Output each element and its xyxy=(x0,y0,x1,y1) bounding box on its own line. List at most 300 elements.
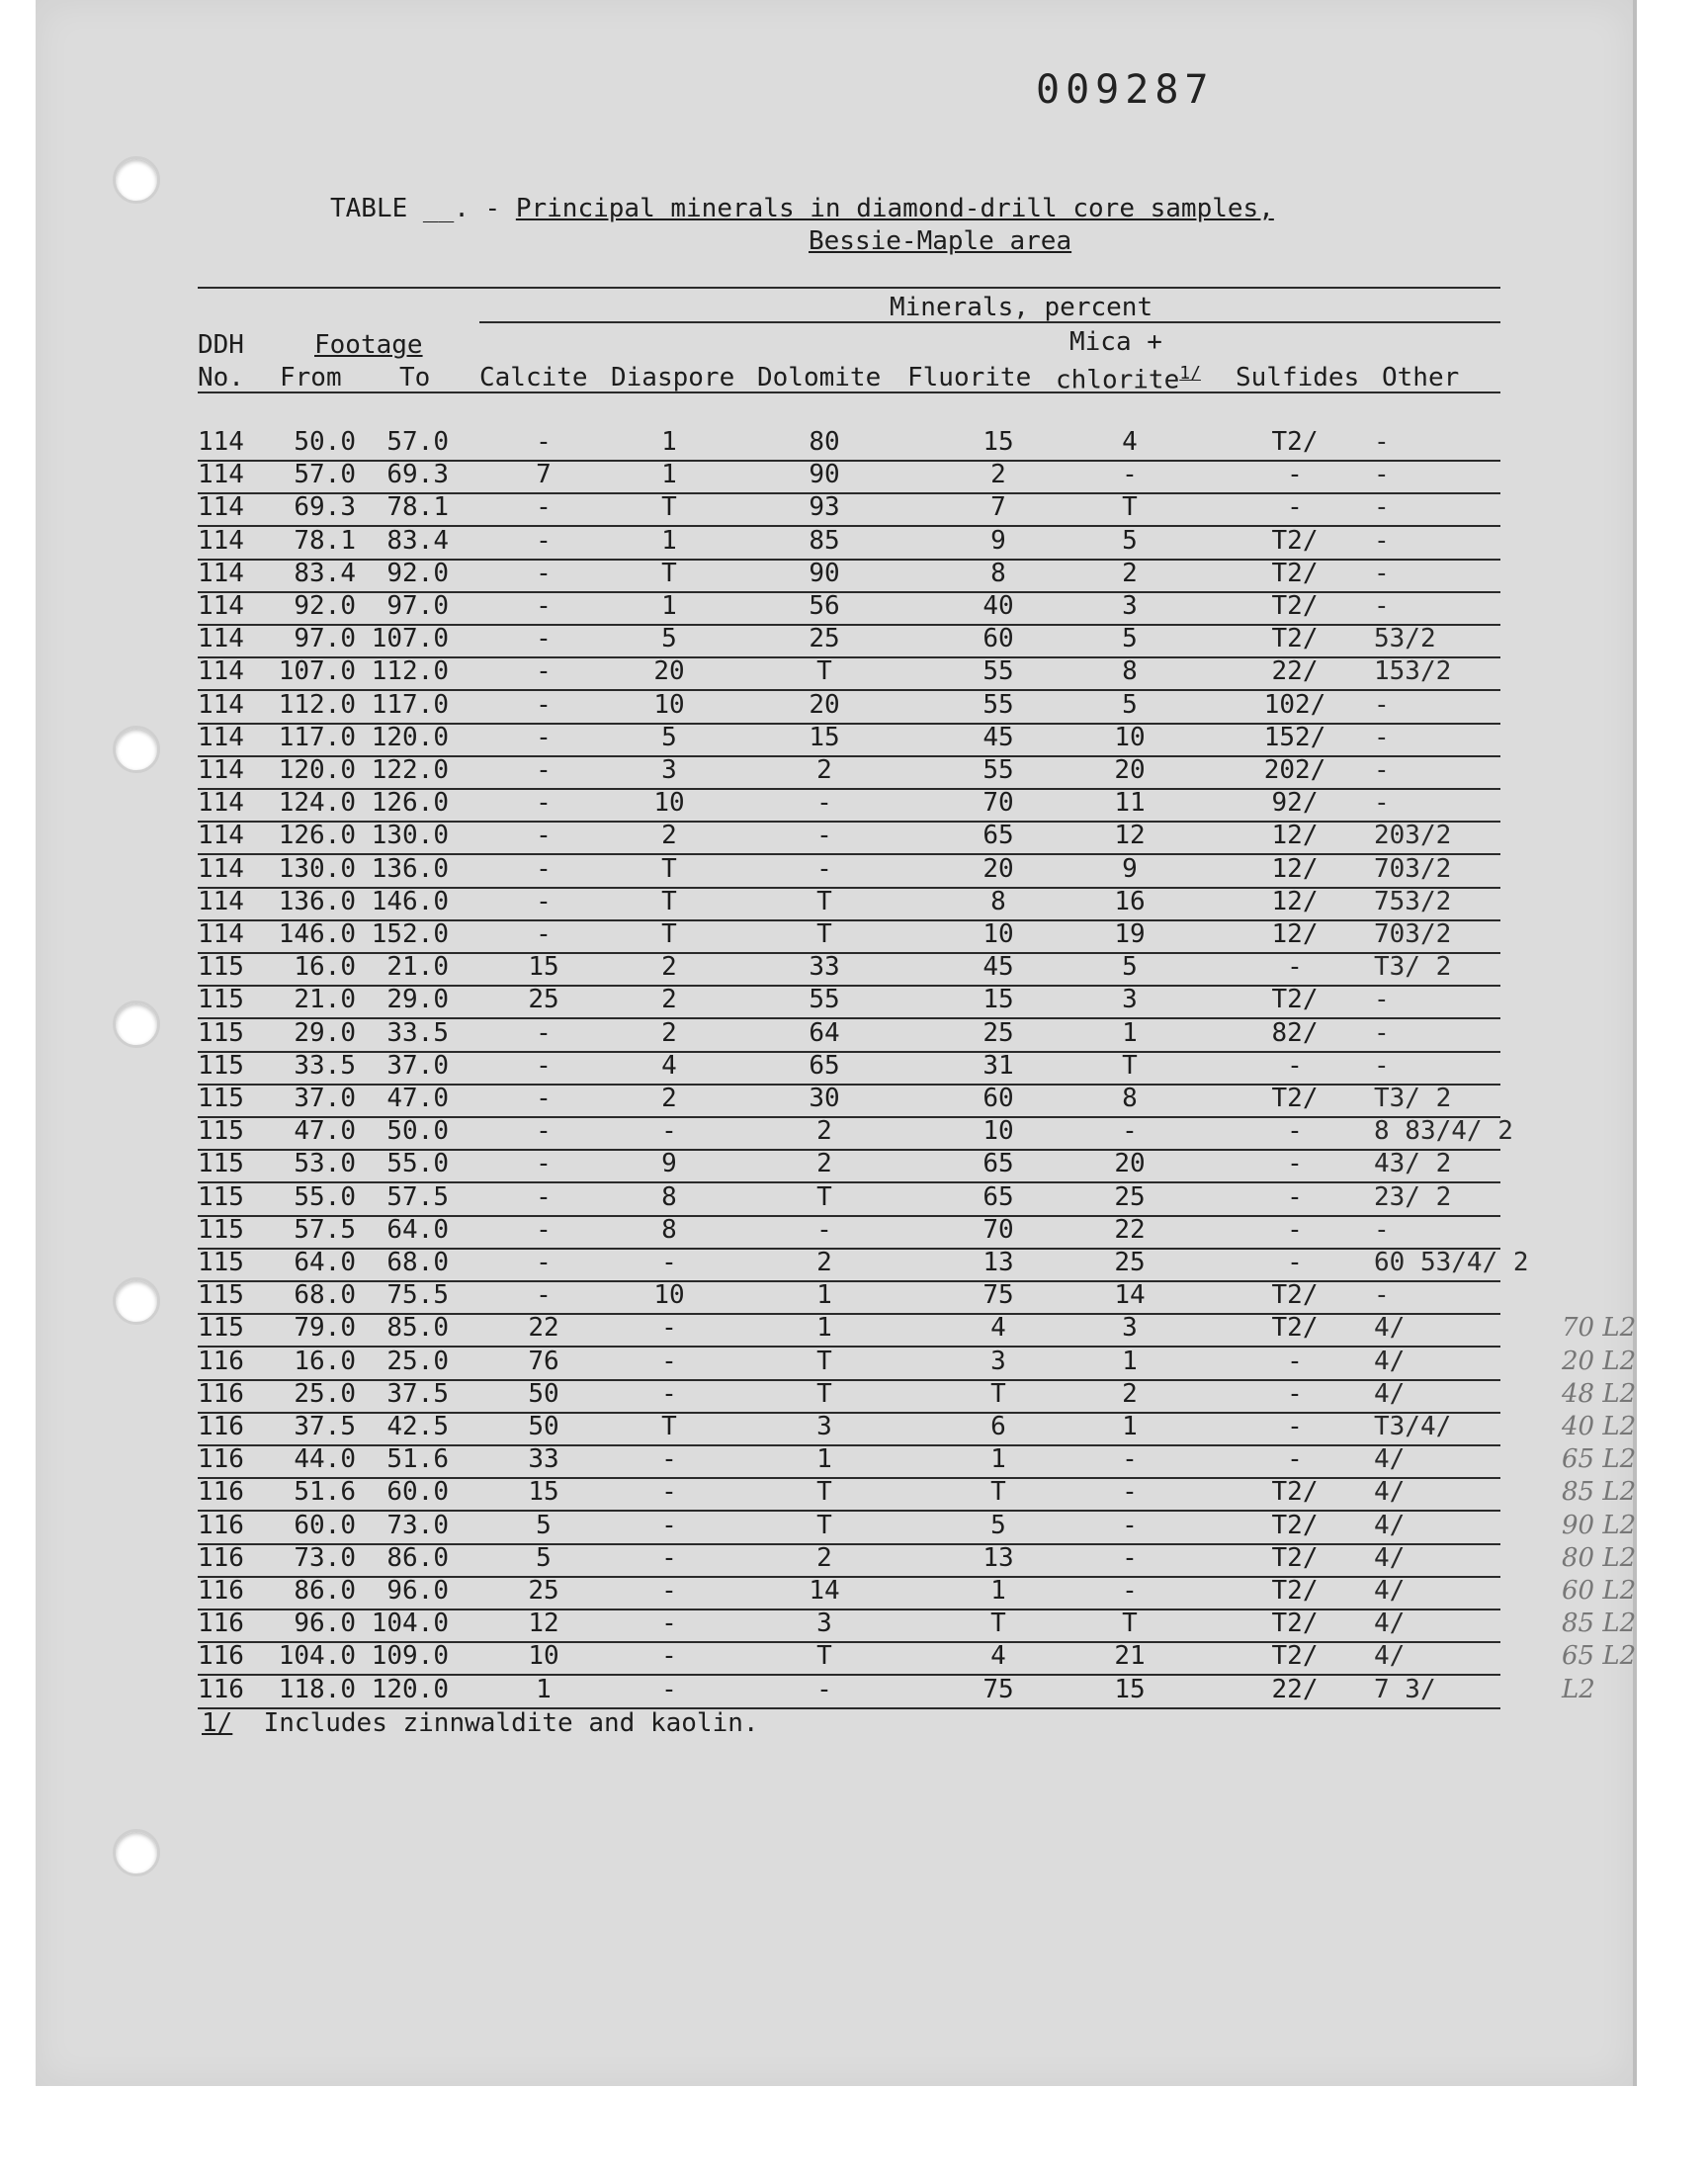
cell-ddh: 114 xyxy=(198,460,244,490)
table-row xyxy=(198,1116,1513,1151)
cell-mica: 5 xyxy=(1122,624,1138,654)
cell-sulfides: T2/ xyxy=(1271,591,1319,621)
cell-dolomite: T xyxy=(816,656,832,687)
cell-other: T3/ 2 xyxy=(1374,952,1452,983)
cell-calcite: 15 xyxy=(528,952,559,983)
cell-dolomite: 2 xyxy=(816,1248,832,1277)
cell-ddh: 116 xyxy=(198,1510,244,1540)
cell-other: 23/ 2 xyxy=(1374,1181,1452,1212)
cell-mica: - xyxy=(1122,1542,1138,1573)
cell-fluorite: 60 xyxy=(982,624,1014,654)
punch-hole xyxy=(113,1829,160,1876)
cell-mica: 19 xyxy=(1114,919,1146,949)
cell-calcite: - xyxy=(536,722,552,752)
cell-mica: 22 xyxy=(1114,1214,1146,1245)
cell-ddh: 114 xyxy=(198,525,244,556)
table-row xyxy=(198,952,1500,987)
cell-ddh: 114 xyxy=(198,558,244,588)
footnote-text: Includes zinnwaldite and kaolin. xyxy=(263,1708,759,1738)
cell-ddh: 115 xyxy=(198,1149,244,1179)
cell-from: 120.0 xyxy=(278,755,356,785)
cell-diaspore: - xyxy=(661,1510,677,1540)
cell-sulfides: T2/ xyxy=(1271,1510,1319,1540)
cell-mica: 8 xyxy=(1122,1084,1138,1113)
cell-calcite: 25 xyxy=(528,985,559,1015)
cell-other: 203/2 xyxy=(1374,821,1452,851)
header-other: Other xyxy=(1382,363,1460,392)
cell-to: 97.0 xyxy=(386,591,449,621)
cell-fluorite: T xyxy=(990,1609,1006,1639)
cell-diaspore: - xyxy=(661,1641,677,1672)
cell-fluorite: 55 xyxy=(982,656,1014,687)
cell-from: 64.0 xyxy=(294,1248,356,1277)
cell-other: T3/4/ xyxy=(1374,1412,1452,1441)
cell-sulfides: T2/ xyxy=(1271,1641,1319,1672)
cell-calcite: 22 xyxy=(528,1313,559,1344)
cell-mica: - xyxy=(1122,460,1138,490)
cell-diaspore: 2 xyxy=(661,985,677,1015)
cell-ddh: 115 xyxy=(198,1280,244,1311)
cell-ddh: 116 xyxy=(198,1412,244,1441)
cell-diaspore: - xyxy=(661,1378,677,1409)
table-row xyxy=(198,1477,1637,1512)
cell-to: 117.0 xyxy=(371,689,449,720)
cell-mica: 5 xyxy=(1122,952,1138,983)
cell-fluorite: 60 xyxy=(982,1084,1014,1113)
cell-ddh: 116 xyxy=(198,1542,244,1573)
cell-diaspore: - xyxy=(661,1609,677,1639)
cell-sulfides: - xyxy=(1287,1346,1303,1376)
table-row xyxy=(198,755,1500,790)
cell-to: 50.0 xyxy=(386,1116,449,1147)
cell-fluorite: 75 xyxy=(982,1674,1014,1704)
table-row xyxy=(198,1412,1637,1446)
cell-calcite: - xyxy=(536,558,552,588)
cell-mica: 1 xyxy=(1122,1017,1138,1048)
table-row xyxy=(198,492,1500,527)
cell-to: 37.5 xyxy=(386,1378,449,1409)
cell-calcite: - xyxy=(536,1084,552,1113)
cell-diaspore: 20 xyxy=(653,656,685,687)
cell-ddh: 114 xyxy=(198,821,244,851)
cell-other: - xyxy=(1374,1050,1390,1081)
cell-from: 78.1 xyxy=(294,525,356,556)
cell-mica: 15 xyxy=(1114,1674,1146,1704)
cell-calcite: 1 xyxy=(536,1674,552,1704)
cell-fluorite: 5 xyxy=(990,1510,1006,1540)
cell-fluorite: 31 xyxy=(982,1050,1014,1081)
cell-diaspore: T xyxy=(661,886,677,916)
cell-note: 85 L2 xyxy=(1562,1477,1637,1508)
table-row xyxy=(198,1280,1500,1315)
cell-mica: 5 xyxy=(1122,525,1138,556)
cell-calcite: - xyxy=(536,427,552,457)
cell-to: 42.5 xyxy=(386,1412,449,1441)
cell-mica: 25 xyxy=(1114,1248,1146,1277)
cell-to: 83.4 xyxy=(386,525,449,556)
cell-to: 29.0 xyxy=(386,985,449,1015)
cell-sulfides: - xyxy=(1287,492,1303,523)
cell-calcite: 10 xyxy=(528,1641,559,1672)
cell-mica: - xyxy=(1122,1510,1138,1540)
header-diaspore: Diaspore xyxy=(611,363,735,392)
cell-from: 50.0 xyxy=(294,427,356,457)
cell-mica: 1 xyxy=(1122,1346,1138,1376)
cell-sulfides: 12/ xyxy=(1271,853,1319,884)
cell-dolomite: T xyxy=(816,919,832,949)
header-footage: Footage xyxy=(314,330,423,360)
cell-ddh: 116 xyxy=(198,1477,244,1508)
cell-calcite: - xyxy=(536,1017,552,1048)
table-row xyxy=(198,1084,1500,1118)
table-row xyxy=(198,1609,1637,1643)
cell-diaspore: - xyxy=(661,1116,677,1147)
cell-mica: T xyxy=(1122,1609,1138,1639)
cell-ddh: 116 xyxy=(198,1378,244,1409)
table-row xyxy=(198,1215,1500,1250)
cell-sulfides: 12/ xyxy=(1271,886,1319,916)
cell-other: - xyxy=(1374,689,1390,720)
cell-ddh: 115 xyxy=(198,1214,244,1245)
paper-edge xyxy=(1633,0,1637,2086)
table-row xyxy=(198,1510,1637,1545)
cell-from: 37.0 xyxy=(294,1084,356,1113)
cell-diaspore: - xyxy=(661,1542,677,1573)
cell-fluorite: 8 xyxy=(990,886,1006,916)
document-number: 009287 xyxy=(1036,67,1215,113)
cell-from: 136.0 xyxy=(278,886,356,916)
cell-to: 37.0 xyxy=(386,1050,449,1081)
cell-note: 70 L2 xyxy=(1562,1313,1637,1344)
cell-diaspore: T xyxy=(661,853,677,884)
cell-to: 152.0 xyxy=(371,919,449,949)
cell-mica: 11 xyxy=(1114,788,1146,819)
cell-from: 86.0 xyxy=(294,1576,356,1606)
cell-from: 44.0 xyxy=(294,1444,356,1475)
cell-diaspore: 3 xyxy=(661,755,677,785)
cell-mica: 25 xyxy=(1114,1181,1146,1212)
table-row xyxy=(198,460,1500,494)
cell-diaspore: - xyxy=(661,1576,677,1606)
cell-ddh: 115 xyxy=(198,1313,244,1344)
table-subtitle: Bessie-Maple area xyxy=(809,226,1072,256)
cell-other: - xyxy=(1374,788,1390,819)
punch-hole xyxy=(113,1277,160,1325)
cell-other: - xyxy=(1374,591,1390,621)
cell-other: - xyxy=(1374,460,1390,490)
cell-mica: T xyxy=(1122,492,1138,523)
cell-other: - xyxy=(1374,558,1390,588)
cell-other: - xyxy=(1374,427,1390,457)
header-minerals-percent: Minerals, percent xyxy=(890,293,1153,322)
cell-dolomite: - xyxy=(816,1214,832,1245)
cell-calcite: - xyxy=(536,1214,552,1245)
cell-diaspore: T xyxy=(661,919,677,949)
cell-mica: 3 xyxy=(1122,591,1138,621)
cell-sulfides: 12/ xyxy=(1271,821,1319,851)
cell-calcite: - xyxy=(536,1248,552,1277)
cell-from: 79.0 xyxy=(294,1313,356,1344)
table-row xyxy=(198,1051,1500,1086)
cell-ddh: 114 xyxy=(198,689,244,720)
cell-dolomite: 2 xyxy=(816,1542,832,1573)
cell-from: 107.0 xyxy=(278,656,356,687)
cell-other: - xyxy=(1374,755,1390,785)
cell-fluorite: 70 xyxy=(982,1214,1014,1245)
table-row xyxy=(198,788,1500,823)
cell-fluorite: 15 xyxy=(982,985,1014,1015)
cell-sulfides: T2/ xyxy=(1271,427,1319,457)
header-ddh: DDH xyxy=(198,330,244,360)
cell-other: 4/ xyxy=(1374,1444,1406,1475)
cell-diaspore: 2 xyxy=(661,952,677,983)
cell-to: 85.0 xyxy=(386,1313,449,1344)
cell-fluorite: 55 xyxy=(982,689,1014,720)
cell-diaspore: 10 xyxy=(653,689,685,720)
cell-to: 146.0 xyxy=(371,886,449,916)
cell-calcite: - xyxy=(536,1181,552,1212)
table-row xyxy=(198,821,1500,855)
cell-other: 753/2 xyxy=(1374,886,1452,916)
cell-mica: - xyxy=(1122,1576,1138,1606)
table-row xyxy=(198,1248,1529,1282)
cell-calcite: 7 xyxy=(536,460,552,490)
cell-calcite: 12 xyxy=(528,1609,559,1639)
cell-dolomite: 20 xyxy=(809,689,840,720)
cell-diaspore: - xyxy=(661,1444,677,1475)
cell-dolomite: 56 xyxy=(809,591,840,621)
cell-sulfides: - xyxy=(1287,1149,1303,1179)
title-text: Principal minerals in diamond-drill core samples, xyxy=(515,194,1274,223)
cell-mica: 8 xyxy=(1122,656,1138,687)
cell-calcite: 50 xyxy=(528,1378,559,1409)
cell-to: 130.0 xyxy=(371,821,449,851)
cell-dolomite: 1 xyxy=(816,1313,832,1344)
cell-sulfides: - xyxy=(1287,1378,1303,1409)
cell-dolomite: 2 xyxy=(816,755,832,785)
cell-dolomite: 1 xyxy=(816,1444,832,1475)
cell-to: 120.0 xyxy=(371,1674,449,1704)
cell-dolomite: 25 xyxy=(809,624,840,654)
cell-fluorite: 2 xyxy=(990,460,1006,490)
cell-dolomite: 33 xyxy=(809,952,840,983)
cell-ddh: 115 xyxy=(198,952,244,983)
cell-fluorite: 45 xyxy=(982,952,1014,983)
cell-sulfides: T2/ xyxy=(1271,1542,1319,1573)
header-fluorite: Fluorite xyxy=(907,363,1032,392)
cell-other: - xyxy=(1374,492,1390,523)
cell-fluorite: 6 xyxy=(990,1412,1006,1441)
cell-note: 20 L2 xyxy=(1562,1346,1637,1376)
cell-ddh: 115 xyxy=(198,985,244,1015)
cell-fluorite: 13 xyxy=(982,1248,1014,1277)
header-mica-label: chlorite xyxy=(1056,365,1180,395)
cell-from: 51.6 xyxy=(294,1477,356,1508)
cell-sulfides: - xyxy=(1287,1248,1303,1277)
cell-calcite: - xyxy=(536,1116,552,1147)
cell-fluorite: T xyxy=(990,1477,1006,1508)
cell-other: - xyxy=(1374,1017,1390,1048)
cell-to: 64.0 xyxy=(386,1214,449,1245)
cell-to: 21.0 xyxy=(386,952,449,983)
cell-to: 57.0 xyxy=(386,427,449,457)
cell-other: 7 3/ xyxy=(1374,1674,1436,1704)
cell-diaspore: 10 xyxy=(653,1280,685,1311)
table-row xyxy=(198,591,1500,626)
cell-ddh: 115 xyxy=(198,1248,244,1277)
table-row xyxy=(198,1018,1500,1053)
cell-calcite: 5 xyxy=(536,1510,552,1540)
cell-from: 96.0 xyxy=(294,1609,356,1639)
table-title xyxy=(330,194,1274,223)
cell-diaspore: 1 xyxy=(661,460,677,490)
cell-from: 130.0 xyxy=(278,853,356,884)
cell-dolomite: 65 xyxy=(809,1050,840,1081)
cell-ddh: 115 xyxy=(198,1181,244,1212)
cell-mica: 21 xyxy=(1114,1641,1146,1672)
header-bottom-rule xyxy=(198,392,1500,393)
cell-other: 4/ xyxy=(1374,1313,1406,1344)
cell-other: 4/ xyxy=(1374,1378,1406,1409)
cell-other: - xyxy=(1374,1214,1390,1245)
header-to: To xyxy=(399,363,431,392)
cell-sulfides: T2/ xyxy=(1271,624,1319,654)
cell-sulfides: T2/ xyxy=(1271,525,1319,556)
cell-ddh: 114 xyxy=(198,656,244,687)
cell-other: 4/ xyxy=(1374,1576,1406,1606)
cell-other: 703/2 xyxy=(1374,853,1452,884)
cell-dolomite: 2 xyxy=(816,1149,832,1179)
cell-from: 118.0 xyxy=(278,1674,356,1704)
cell-from: 29.0 xyxy=(294,1017,356,1048)
cell-to: 51.6 xyxy=(386,1444,449,1475)
cell-from: 53.0 xyxy=(294,1149,356,1179)
cell-calcite: - xyxy=(536,1149,552,1179)
cell-fluorite: 25 xyxy=(982,1017,1014,1048)
cell-fluorite: 13 xyxy=(982,1542,1014,1573)
cell-dolomite: - xyxy=(816,788,832,819)
cell-sulfides: T2/ xyxy=(1271,1477,1319,1508)
cell-mica: 16 xyxy=(1114,886,1146,916)
header-dolomite: Dolomite xyxy=(757,363,882,392)
cell-mica: - xyxy=(1122,1477,1138,1508)
cell-diaspore: - xyxy=(661,1248,677,1277)
cell-to: 25.0 xyxy=(386,1346,449,1376)
cell-to: 75.5 xyxy=(386,1280,449,1311)
cell-other: - xyxy=(1374,1280,1390,1311)
header-mica-footnote: 1/ xyxy=(1179,363,1201,384)
cell-sulfides: - xyxy=(1287,460,1303,490)
cell-diaspore: 9 xyxy=(661,1149,677,1179)
cell-ddh: 116 xyxy=(198,1641,244,1672)
table-row xyxy=(198,1182,1500,1217)
punch-hole xyxy=(113,726,160,773)
cell-from: 146.0 xyxy=(278,919,356,949)
cell-from: 69.3 xyxy=(294,492,356,523)
cell-dolomite: T xyxy=(816,1641,832,1672)
cell-fluorite: 4 xyxy=(990,1313,1006,1344)
cell-from: 117.0 xyxy=(278,722,356,752)
cell-note: 80 L2 xyxy=(1562,1542,1637,1573)
cell-dolomite: 90 xyxy=(809,558,840,588)
cell-other: - xyxy=(1374,525,1390,556)
cell-diaspore: - xyxy=(661,1313,677,1344)
cell-from: 33.5 xyxy=(294,1050,356,1081)
cell-dolomite: 55 xyxy=(809,985,840,1015)
cell-mica: 20 xyxy=(1114,755,1146,785)
cell-fluorite: 10 xyxy=(982,919,1014,949)
cell-note: 40 L2 xyxy=(1562,1412,1637,1441)
table-row xyxy=(198,1542,1637,1578)
cell-other: 4/ xyxy=(1374,1542,1406,1573)
punch-hole xyxy=(113,156,160,204)
cell-fluorite: 20 xyxy=(982,853,1014,884)
cell-to: 112.0 xyxy=(371,656,449,687)
cell-note: 90 L2 xyxy=(1562,1510,1637,1540)
cell-to: 109.0 xyxy=(371,1641,449,1672)
cell-mica: 4 xyxy=(1122,427,1138,457)
cell-sulfides: T2/ xyxy=(1271,1576,1319,1606)
cell-diaspore: 8 xyxy=(661,1181,677,1212)
cell-calcite: 50 xyxy=(528,1412,559,1441)
table-row xyxy=(198,559,1500,593)
cell-fluorite: 65 xyxy=(982,821,1014,851)
cell-diaspore: 8 xyxy=(661,1214,677,1245)
cell-calcite: - xyxy=(536,656,552,687)
cell-diaspore: 1 xyxy=(661,427,677,457)
cell-diaspore: 2 xyxy=(661,821,677,851)
cell-calcite: 25 xyxy=(528,1576,559,1606)
cell-other: 8 83/4/ 2 xyxy=(1374,1116,1513,1147)
table-row xyxy=(198,656,1500,691)
cell-calcite: - xyxy=(536,821,552,851)
cell-from: 37.5 xyxy=(294,1412,356,1441)
table-row xyxy=(198,723,1500,757)
cell-dolomite: - xyxy=(816,821,832,851)
cell-other: 53/2 xyxy=(1374,624,1436,654)
cell-note: 85 L2 xyxy=(1562,1609,1637,1639)
table-row xyxy=(198,1576,1637,1610)
cell-calcite: - xyxy=(536,755,552,785)
cell-dolomite: T xyxy=(816,1477,832,1508)
cell-note: 60 L2 xyxy=(1562,1576,1637,1606)
cell-to: 104.0 xyxy=(371,1609,449,1639)
cell-diaspore: 5 xyxy=(661,722,677,752)
cell-mica: 3 xyxy=(1122,985,1138,1015)
cell-fluorite: 65 xyxy=(982,1181,1014,1212)
cell-calcite: - xyxy=(536,525,552,556)
cell-to: 47.0 xyxy=(386,1084,449,1113)
cell-other: 4/ xyxy=(1374,1346,1406,1376)
footnote-marker: 1/ xyxy=(202,1708,233,1738)
cell-calcite: - xyxy=(536,1050,552,1081)
cell-from: 68.0 xyxy=(294,1280,356,1311)
table-row xyxy=(198,1313,1637,1348)
cell-ddh: 115 xyxy=(198,1050,244,1081)
cell-sulfides: 92/ xyxy=(1271,788,1319,819)
table-row xyxy=(198,887,1500,921)
header-top-rule xyxy=(198,287,1500,289)
cell-ddh: 114 xyxy=(198,492,244,523)
cell-ddh: 114 xyxy=(198,427,244,457)
cell-ddh: 116 xyxy=(198,1576,244,1606)
cell-other: 4/ xyxy=(1374,1609,1406,1639)
cell-dolomite: T xyxy=(816,886,832,916)
cell-sulfides: T2/ xyxy=(1271,985,1319,1015)
cell-calcite: - xyxy=(536,624,552,654)
cell-dolomite: 14 xyxy=(809,1576,840,1606)
cell-to: 60.0 xyxy=(386,1477,449,1508)
